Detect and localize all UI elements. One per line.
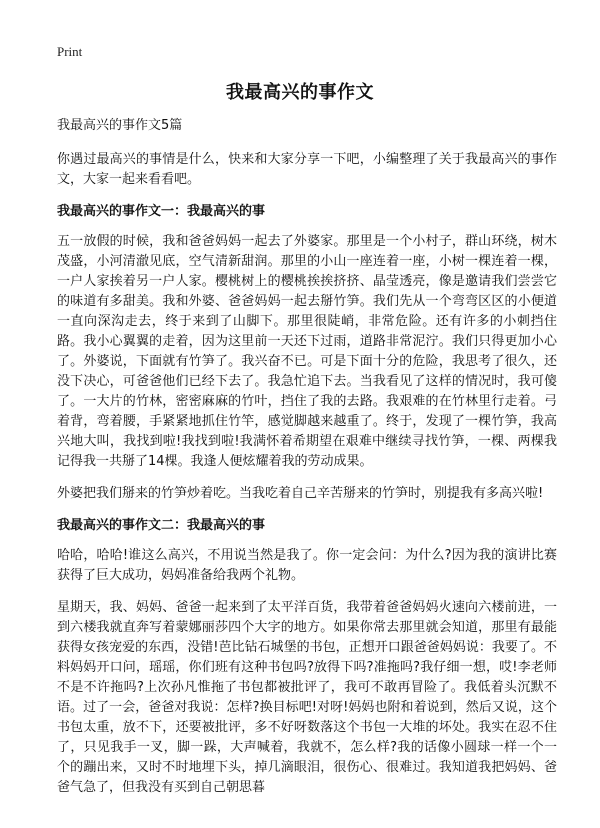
section-2-paragraph-1: 哈哈，哈哈!谁这么高兴，不用说当然是我了。你一定会问：为什么?因为我的演讲比赛获得了巨大成功，妈妈准备给我两个礼物。 bbox=[57, 548, 557, 583]
section-1-paragraph-2: 外婆把我们掰来的竹笋炒着吃。当我吃着自己辛苦掰来的竹笋时，别提我有多高兴啦! bbox=[57, 486, 544, 501]
page-title: 我最高兴的事作文 bbox=[226, 82, 374, 103]
section-heading-2: 我最高兴的事作文二：我最高兴的事 bbox=[57, 518, 266, 533]
section-2-paragraph-2: 星期天，我、妈妈、爸爸一起来到了太平洋百货，我带着爸爸妈妈火速向六楼前进，一到六楼我就直奔写着蒙娜丽莎四个大字的地方。如果你常去那里就会知道，那里有最能获得女孩宠爱的东西，没错!芭比钻石城堡的书包，正想开口跟爸爸妈妈说：我要了。不料妈妈开口问，瑶瑶，你们班有这种书包吗?放得下吗?准拖吗?我仔细一想，哎!李老师不是不许拖吗?上次孙凡惟拖了书包都被批评了，我可不敢再冒险了。我低着头沉默不语。过了一会，爸爸对我说：怎样?换目标吧!对呀!妈妈也附和着说到，然后又说，这个书包太重，放不下，还要被批评，多不好呀数落这个书包一大堆的坏处。我实在忍不住了，只见我手一叉，脚一跺，大声喊着，我就不，怎么样?我的话像小圆球一样一个一个的蹦出来，又时不时地埋下头，掉几滴眼泪，很伤心、很难过。我知道我把妈妈、爸爸气急了，但我没有买到自己朝思暮 bbox=[57, 600, 557, 795]
section-heading-1: 我最高兴的事作文一：我最高兴的事 bbox=[57, 204, 266, 219]
print-link[interactable]: Print bbox=[57, 44, 83, 59]
intro-paragraph: 你遇过最高兴的事情是什么，快来和大家分享一下吧，小编整理了关于我最高兴的事作文，大家一起来看看吧。 bbox=[57, 152, 557, 187]
section-1-paragraph-1: 五一放假的时候，我和爸爸妈妈一起去了外婆家。那里是一个小村子，群山环绕，树木茂盛，小河清澈见底，空气清新甜润。那里的小山一座连着一座，小树一棵连着一棵，一户人家挨着另一户人家。樱桃树上的樱桃挨挨挤挤、晶莹透亮，像是邀请我们尝尝它的味道有多甜美。我和外婆、爸爸妈妈一起去掰竹笋。我们先从一个弯弯区区的小便道一直向深沟走去，终于来到了山脚下。那里很陡峭，非常危险。还有许多的小刺挡住路。我小心翼翼的走着，因为这里前一天还下过雨，道路非常泥泞。我们只得更加小心了。外婆说，下面就有竹笋了。我兴奋不已。可是下面十分的危险，我思考了很久，还没下决心，可爸爸他们已经下去了。我急忙追下去。当我看见了这样的情况时，我可傻了。一大片的竹林，密密麻麻的竹叶，挡住了我的去路。我艰难的在竹林里行走着。弓着背，弯着腰，手紧紧地抓住竹竿，感觉脚越来越重了。终于，发现了一棵竹笋，我高兴地大叫，我找到啦!我找到啦!我满怀着希期望在艰难中继续寻找竹笋，一棵、两棵我记得我一共掰了14棵。我逢人便炫耀着我的劳动成果。 bbox=[57, 234, 557, 469]
article-body bbox=[57, 116, 557, 810]
article-subtitle: 我最高兴的事作文5篇 bbox=[57, 118, 183, 133]
